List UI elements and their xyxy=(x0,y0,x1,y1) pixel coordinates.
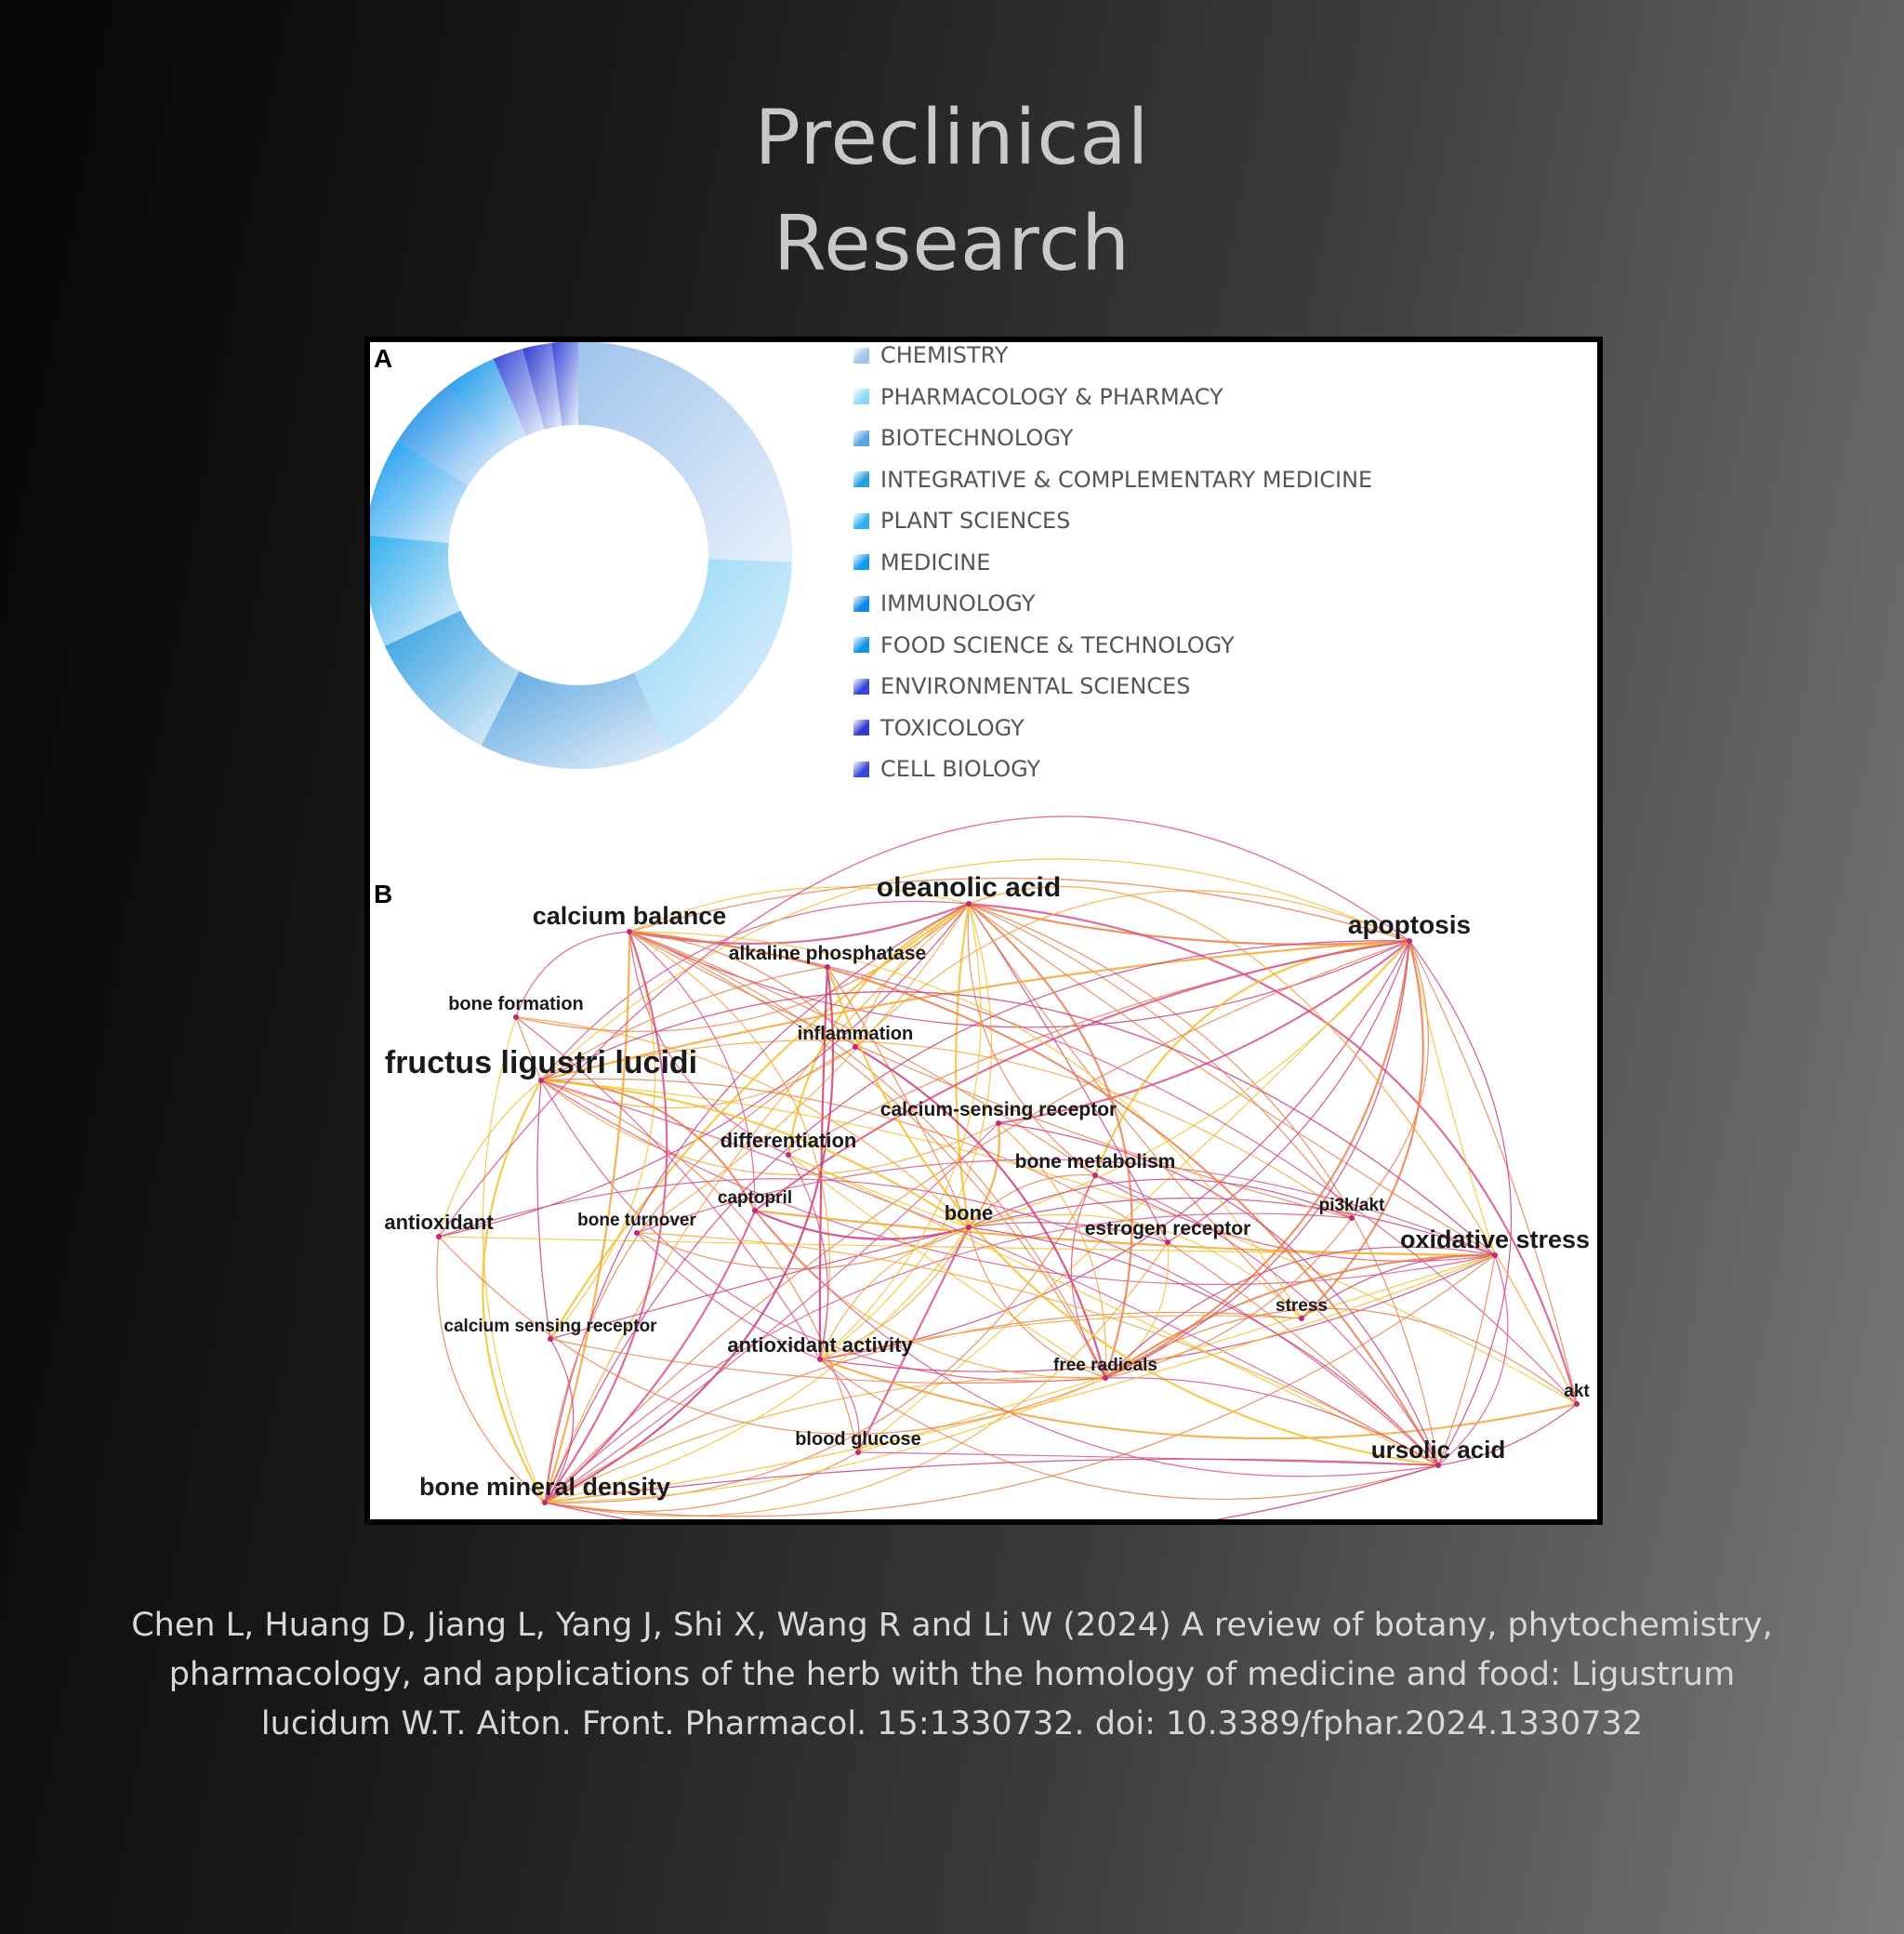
node-label: ursolic acid xyxy=(1370,1436,1506,1464)
network-node xyxy=(786,1152,791,1158)
node-label: antioxidant xyxy=(384,1211,494,1234)
network-node xyxy=(513,1014,519,1020)
network-node xyxy=(752,1208,758,1213)
legend-label: PLANT SCIENCES xyxy=(880,508,1071,535)
node-label: alkaline phosphatase xyxy=(728,943,927,964)
node-label: calcium sensing receptor xyxy=(443,1317,657,1336)
network-link xyxy=(969,941,1409,1227)
node-label: free radicals xyxy=(1053,1356,1157,1375)
node-label: bone metabolism xyxy=(1014,1151,1176,1172)
donut-legend xyxy=(853,337,1372,790)
network-node xyxy=(1103,1375,1108,1381)
legend-item xyxy=(853,542,1372,584)
node-label: inflammation xyxy=(797,1024,914,1044)
legend-swatch xyxy=(853,431,869,446)
legend-item xyxy=(853,666,1372,708)
network-node xyxy=(966,1225,972,1230)
network-link xyxy=(537,1080,550,1339)
panel-a-label: A xyxy=(374,344,393,373)
network-node xyxy=(1299,1316,1304,1321)
network-node xyxy=(853,1044,858,1050)
donut-slice xyxy=(578,342,792,562)
node-label: stress xyxy=(1276,1296,1328,1316)
figure-panel xyxy=(364,337,1603,1525)
network-node xyxy=(855,1450,861,1455)
network-link xyxy=(827,967,969,1227)
network-link xyxy=(545,1211,755,1503)
legend-label: TOXICOLOGY xyxy=(880,714,1025,741)
network-link xyxy=(969,904,1409,945)
network-node xyxy=(1165,1239,1170,1245)
network-link xyxy=(969,904,1131,1378)
node-label: calcium balance xyxy=(532,902,727,930)
network-link xyxy=(1409,941,1495,1255)
node-label: differentiation xyxy=(720,1129,857,1152)
node-label: oleanolic acid xyxy=(876,872,1062,903)
page-title-line-2: Research xyxy=(0,206,1904,283)
network-node xyxy=(548,1336,553,1342)
network-link xyxy=(545,1227,969,1503)
network-node xyxy=(436,1234,442,1239)
network-link xyxy=(550,904,969,1339)
network-link xyxy=(1438,1255,1508,1465)
legend-swatch xyxy=(853,389,869,404)
network-link xyxy=(1409,941,1511,1465)
node-label: calcium-sensing receptor xyxy=(879,1099,1117,1120)
legend-swatch xyxy=(853,679,869,695)
panel-b-label: B xyxy=(374,880,393,908)
legend-swatch xyxy=(853,471,869,487)
network-link xyxy=(858,1255,1495,1452)
legend-swatch xyxy=(853,762,869,777)
node-label: bone formation xyxy=(448,994,584,1014)
legend-swatch xyxy=(853,596,869,612)
legend-swatch xyxy=(853,513,869,529)
network-node xyxy=(634,1230,640,1236)
node-label: estrogen receptor xyxy=(1084,1218,1251,1239)
legend-label: IMMUNOLOGY xyxy=(880,590,1036,617)
network-link xyxy=(550,932,654,1339)
network-link xyxy=(1409,941,1577,1404)
node-label: captopril xyxy=(717,1188,793,1208)
legend-label: CHEMISTRY xyxy=(880,342,1009,369)
network-node xyxy=(996,1120,1001,1126)
node-label: pi3k/akt xyxy=(1318,1196,1385,1215)
page-title-line-1: Preclinical xyxy=(0,100,1904,177)
legend-swatch xyxy=(853,348,869,364)
legend-item xyxy=(853,337,1372,377)
citation-text: Chen L, Huang D, Jiang L, Yang J, Shi X, Wang R and Li W (2024) A review of botany, phytochemistry, pharmacology, and applications of the herb with the homology of medicine and food: Ligustrum lucidum W.T. Aiton. Front. Pharmacol. 15:1330732. doi: 10.3389/fphar.2024.1330732 xyxy=(131,1607,1773,1742)
network-node xyxy=(817,1357,823,1362)
legend-swatch xyxy=(853,554,869,570)
legend-label: BIOTECHNOLOGY xyxy=(880,425,1074,452)
legend-item xyxy=(853,748,1372,790)
node-label: fructus ligustri lucidi xyxy=(384,1045,698,1080)
node-label: bone turnover xyxy=(577,1211,696,1230)
network-node xyxy=(1574,1401,1580,1407)
legend-swatch xyxy=(853,720,869,735)
legend-label: PHARMACOLOGY & PHARMACY xyxy=(880,383,1223,410)
network-link xyxy=(545,1465,1438,1519)
node-label: bone xyxy=(944,1201,994,1225)
network-node xyxy=(825,964,830,970)
network-node xyxy=(1349,1215,1355,1221)
legend-item xyxy=(853,417,1372,459)
node-label: bone mineral density xyxy=(418,1473,671,1501)
legend-swatch xyxy=(853,637,869,653)
legend-item xyxy=(853,377,1372,418)
node-label: apoptosis xyxy=(1347,910,1472,939)
donut-chart xyxy=(370,342,792,769)
node-label: oxidative stress xyxy=(1399,1225,1591,1253)
legend-label: FOOD SCIENCE & TECHNOLOGY xyxy=(880,631,1235,658)
node-label: blood glucose xyxy=(795,1429,921,1450)
network-link xyxy=(998,941,1409,1123)
node-label: antioxidant activity xyxy=(727,1333,913,1357)
legend-label: CELL BIOLOGY xyxy=(880,756,1041,783)
network-node xyxy=(1092,1172,1098,1178)
donut-slice xyxy=(634,559,792,748)
legend-label: ENVIRONMENTAL SCIENCES xyxy=(880,673,1191,700)
node-label: akt xyxy=(1564,1382,1590,1401)
legend-item xyxy=(853,459,1372,501)
legend-label: MEDICINE xyxy=(880,549,991,576)
network-link xyxy=(483,1080,545,1503)
legend-item xyxy=(853,583,1372,625)
legend-label: INTEGRATIVE & COMPLEMENTARY MEDICINE xyxy=(880,466,1373,493)
legend-item xyxy=(853,500,1372,542)
network-link xyxy=(545,1459,1438,1503)
legend-item xyxy=(853,708,1372,749)
legend-item xyxy=(853,625,1372,667)
